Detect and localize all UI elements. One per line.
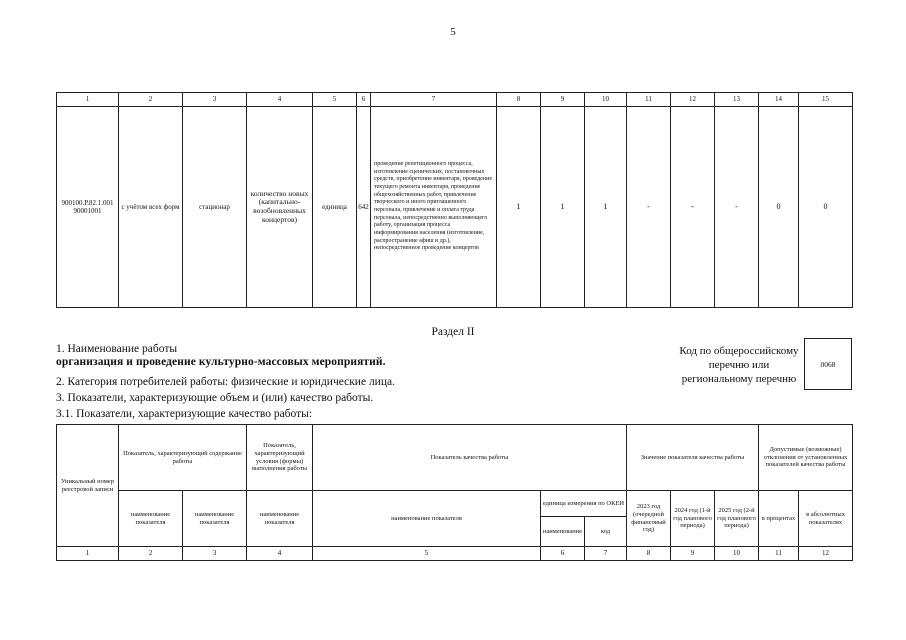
col-number: 5	[313, 93, 357, 107]
col-number: 11	[759, 547, 799, 561]
deviation-percent: 0	[759, 107, 799, 308]
header-registry: Уникальный номер реестровой записи	[57, 425, 119, 547]
registry-code-box: 0068	[804, 338, 852, 390]
col-number: 10	[715, 547, 759, 561]
col-number: 1	[57, 547, 119, 561]
col-number: 8	[627, 547, 671, 561]
header-indicator-name: наименование показателя	[247, 491, 313, 547]
col-number: 3	[183, 93, 247, 107]
header-year-2023: 2023 год (очередной финансовый год)	[627, 491, 671, 547]
value-2023: 1	[497, 107, 541, 308]
col-number: 8	[497, 93, 541, 107]
col-number: 1	[57, 93, 119, 107]
section-title: Раздел II	[431, 326, 475, 338]
col-number: 12	[799, 547, 853, 561]
header-percent: в процентах	[759, 491, 799, 547]
col-number: 12	[671, 93, 715, 107]
col-number: 2	[119, 547, 183, 561]
indicators-heading: 3. Показатели, характеризующие объем и (или) качество работы.	[56, 392, 374, 404]
col-number: 13	[715, 93, 759, 107]
col-number: 9	[541, 93, 585, 107]
col-number: 4	[247, 547, 313, 561]
col-number: 3	[183, 547, 247, 561]
price-2024: -	[671, 107, 715, 308]
page-number: 5	[450, 26, 456, 38]
work-name-label: 1. Наименование работы	[56, 343, 178, 355]
header-indicator-name: наименование показателя	[183, 491, 247, 547]
column-number-row	[57, 547, 853, 561]
table-row	[57, 107, 853, 308]
work-description: проведение репетиционного процесса, изготовление сценических, постановочных средств, приобретение инвентаря, проведение текущего ремонта инвентаря, проведение общехозяйственных работ, привлечение творческого и иного приглашенного персонала, привлечение и оплата труда персонала, непосредственно выполняющего работу, организация процесса информирования населения (изготовление, распространение афиш и др.), непосредственное проведение концертов	[371, 107, 497, 308]
col-number: 10	[585, 93, 627, 107]
registry-code-label: Код по общероссийскому перечню или региональному перечню	[679, 345, 799, 385]
header-unit-code: код	[585, 517, 627, 547]
unit-code: 642	[357, 107, 371, 308]
registry-number: 900100.Р.82.1.001 90001001	[57, 107, 119, 308]
col-number: 6	[541, 547, 585, 561]
header-absolute: в абсолютных показателях	[799, 491, 853, 547]
content-value: с учётом всех форм	[119, 107, 183, 308]
value-2024: 1	[541, 107, 585, 308]
unit-name: единица	[313, 107, 357, 308]
column-number-row	[57, 93, 853, 107]
indicator-name: количество новых (капитально-возобновленных концертов)	[247, 107, 313, 308]
col-number: 7	[585, 547, 627, 561]
header-unit: единица измерения по ОКЕИ	[541, 491, 627, 517]
col-number: 14	[759, 93, 799, 107]
work-name: организация и проведение культурно-массовых мероприятий.	[56, 356, 386, 368]
work-volume-table	[56, 92, 853, 308]
header-year-2025: 2025 год (2-й год планового периода)	[715, 491, 759, 547]
col-number: 15	[799, 93, 853, 107]
header-row-1	[57, 425, 853, 491]
col-number: 2	[119, 93, 183, 107]
header-deviation: Допустимые (возможные) отклонения от установленных показателей качества работы	[759, 425, 853, 491]
col-number: 9	[671, 547, 715, 561]
header-content: Показатель, характеризующий содержание работы	[119, 425, 247, 491]
header-values: Значение показателя качества работы	[627, 425, 759, 491]
header-row-2	[57, 491, 853, 517]
col-number: 6	[357, 93, 371, 107]
price-2023: -	[627, 107, 671, 308]
col-number: 7	[371, 93, 497, 107]
col-number: 5	[313, 547, 541, 561]
header-quality: Показатель качества работы	[313, 425, 627, 491]
quality-indicators-heading: 3.1. Показатели, характеризующие качество работы:	[56, 408, 313, 420]
header-condition: Показатель, характеризующий условия (формы) выполнения работы	[247, 425, 313, 491]
header-year-2024: 2024 год (1-й год планового периода)	[671, 491, 715, 547]
condition-value: стационар	[183, 107, 247, 308]
consumer-category: 2. Категория потребителей работы: физические и юридические лица.	[56, 376, 395, 388]
quality-indicators-table	[56, 424, 853, 561]
deviation-absolute: 0	[799, 107, 853, 308]
col-number: 4	[247, 93, 313, 107]
col-number: 11	[627, 93, 671, 107]
header-indicator-name: наименование показателя	[119, 491, 183, 547]
value-2025: 1	[585, 107, 627, 308]
header-indicator-name: наименование показателя	[313, 491, 541, 547]
header-unit-name: наименование	[541, 517, 585, 547]
price-2025: -	[715, 107, 759, 308]
